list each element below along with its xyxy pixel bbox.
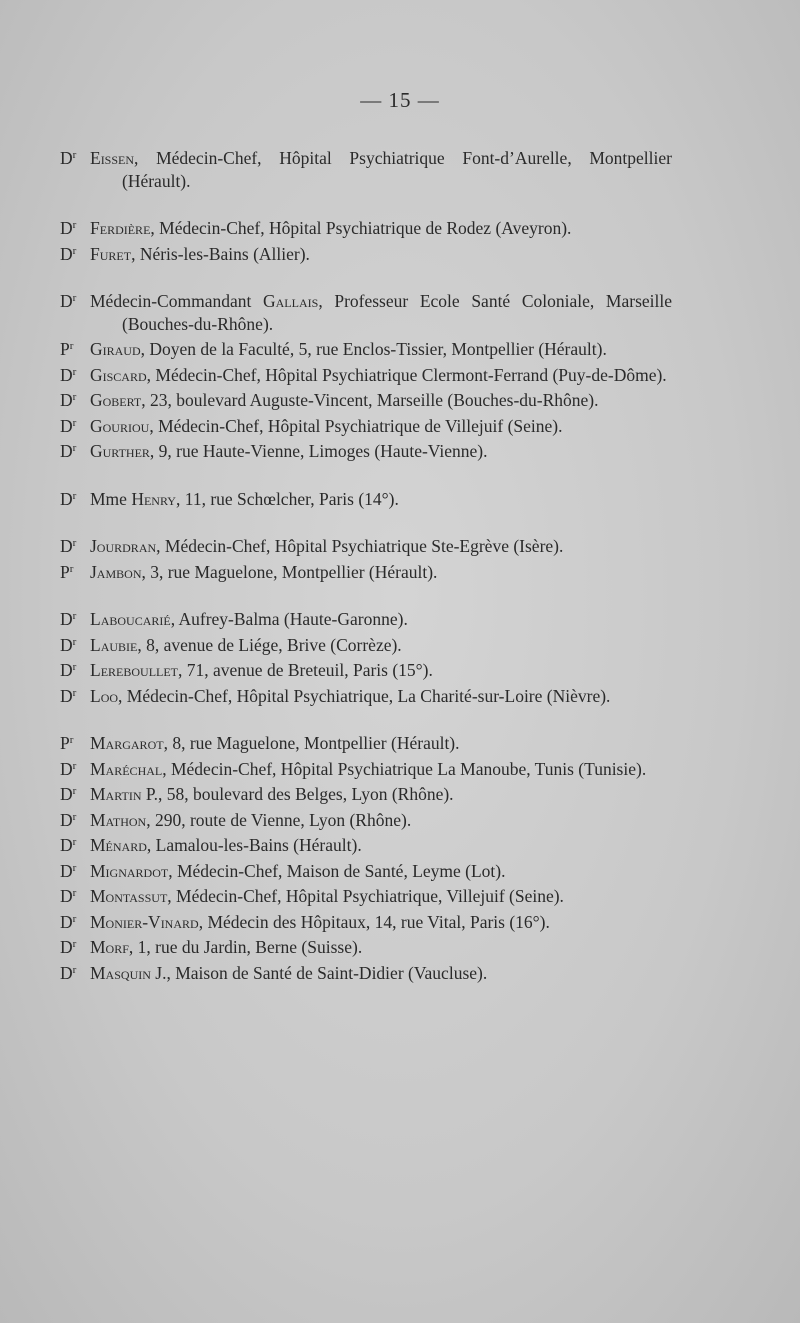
directory-entry: $D^r$ Loo, Médecin-Chef, Hôpital Psychiatrique, La Charité-sur-Loire (Nièvre).	[60, 685, 611, 706]
entry-name: Ménard	[90, 835, 147, 855]
directory-entry: $D^r$ Giscard, Médecin-Chef, Hôpital Psychiatrique Clermont-Ferrand (Puy-de-Dôme).	[60, 364, 667, 385]
entry-name: Monier-Vinard	[90, 911, 199, 932]
entry-name: Mathon	[90, 809, 147, 830]
directory-entry: $D^r$ Monier-Vinard, Médecin des Hôpitaux, 14, rue Vital, Paris (16°).	[60, 911, 550, 932]
directory-entry: $D^r$ Ménard, Lamalou-les-Bains (Hérault).	[60, 835, 362, 855]
directory-entry: $D^r$ Lereboullet, 71, avenue de Breteuil, Paris (15°).	[60, 660, 433, 680]
entry-name: Martin P.	[90, 784, 159, 804]
entry-name: Laubie	[90, 634, 138, 655]
directory-entry: $D^r$ Gouriou, Médecin-Chef, Hôpital Psychiatrique de Villejuif (Seine).	[60, 415, 563, 436]
entry-name: Mignardot	[90, 860, 169, 881]
directory-entry: $D^r$ Eissen, Médecin-Chef, Hôpital Psychiatrique Font-d’Aurelle, Montpellier (Hérault).	[60, 148, 672, 191]
directory-entry: $D^r$ Montassut, Médecin-Chef, Hôpital Psychiatrique, Villejuif (Seine).	[60, 886, 564, 906]
directory-entry: $D^r$ Laubie, 8, avenue de Liége, Brive (Corrèze).	[60, 634, 402, 655]
entry-name: Maréchal	[90, 758, 163, 779]
directory-entry: $D^r$ Mignardot, Médecin-Chef, Maison de Santé, Leyme (Lot).	[60, 860, 506, 881]
entry-name: Jourdran	[90, 536, 157, 556]
directory-entry: $D^r$ Maréchal, Médecin-Chef, Hôpital Psychiatrique La Manoube, Tunis (Tunisie).	[60, 758, 647, 779]
entry-name: Eissen	[90, 148, 135, 168]
entry-name: Laboucarié	[90, 609, 171, 629]
entry-name: Giscard	[90, 364, 147, 385]
directory-entry: $D^r$ Ferdière, Médecin-Chef, Hôpital Psychiatrique de Rodez (Aveyron).	[60, 218, 572, 238]
directory-entry: $P^r$ Giraud, Doyen de la Faculté, 5, rue Enclos-Tissier, Montpellier (Hérault).	[60, 339, 607, 359]
entry-name: Loo	[90, 685, 119, 706]
directory-entry: $D^r$ Gobert, 23, boulevard Auguste-Vincent, Marseille (Bouches-du-Rhône).	[60, 390, 599, 410]
directory-entry: $D^r$ Masquin J., Maison de Santé de Saint-Didier (Vaucluse).	[60, 962, 488, 983]
page-number: — 15 —	[360, 88, 440, 112]
entry-name: Lereboullet	[90, 660, 179, 680]
entry-name: Furet	[90, 243, 132, 264]
directory-entry: $D^r$ Martin P., 58, boulevard des Belges, Lyon (Rhône).	[60, 784, 454, 804]
directory-entry: $D^r$ Furet, Néris-les-Bains (Allier).	[60, 243, 310, 264]
entry-name: Montassut	[90, 886, 168, 906]
entry-name: Gouriou	[90, 415, 150, 436]
entry-name: Gurther	[90, 441, 150, 461]
directory-entry: $P^r$ Jambon, 3, rue Maguelone, Montpellier (Hérault).	[60, 561, 438, 582]
directory-entry: $P^r$ Margarot, 8, rue Maguelone, Montpellier (Hérault).	[60, 733, 460, 753]
entry-name: Ferdière	[90, 218, 151, 238]
entry-name: Jambon	[90, 561, 142, 582]
entry-name: Gobert	[90, 390, 142, 410]
directory-entry: $D^r$ Mathon, 290, route de Vienne, Lyon (Rhône).	[60, 809, 412, 830]
entry-name: Henry	[131, 488, 176, 509]
directory-entry: $D^r$ Mme Henry, 11, rue Schœlcher, Paris (14°).	[60, 488, 399, 509]
entry-name: Margarot	[90, 733, 164, 753]
entry-name: Masquin J.	[90, 962, 167, 983]
directory-entry: $D^r$ Morf, 1, rue du Jardin, Berne (Suisse).	[60, 937, 363, 957]
directory-entry: $D^r$ Médecin-Commandant Gallais, Professeur Ecole Santé Coloniale, Marseille (Bouches-du-Rhône).	[60, 291, 672, 334]
entry-name: Morf	[90, 937, 129, 957]
directory-list	[60, 144, 672, 984]
directory-entry: $D^r$ Jourdran, Médecin-Chef, Hôpital Psychiatrique Ste-Egrève (Isère).	[60, 536, 564, 556]
directory-entry: $D^r$ Laboucarié, Aufrey-Balma (Haute-Garonne).	[60, 609, 408, 629]
entry-name: Gallais	[263, 291, 319, 311]
directory-entry: $D^r$ Gurther, 9, rue Haute-Vienne, Limoges (Haute-Vienne).	[60, 441, 488, 461]
entry-name: Giraud	[90, 339, 141, 359]
